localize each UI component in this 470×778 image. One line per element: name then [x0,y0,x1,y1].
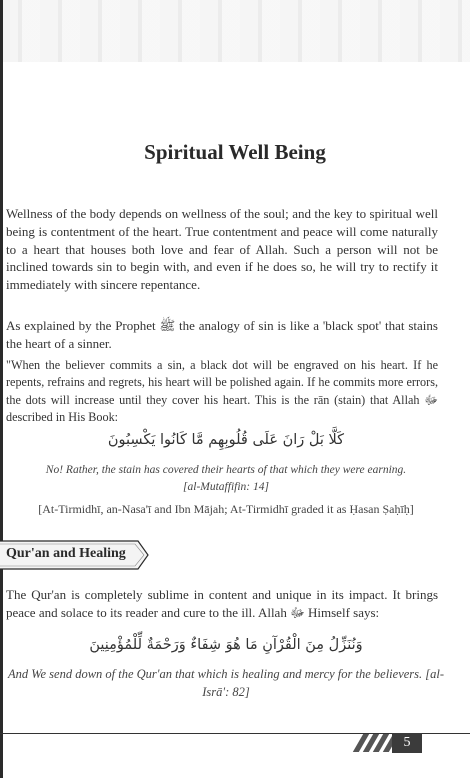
paragraph-black-spot: As explained by the Prophet ﷺ the analogy of sin is like a 'black spot' that stains the heart of a sinner. [6,318,438,351]
paragraph-hadith: "When the believer commits a sin, a black dot will be engraved on his heart. If he repents, refrains and regrets, his heart will be polished again. If he commits more errors, the dots will increase until they cover his heart. This is the rān (stain) that Allah ﷻ described in His Book: [6,358,438,425]
page-title: Spiritual Well Being [144,140,326,164]
section-heading-tab [0,538,150,572]
page-left-edge [0,0,3,778]
page-number: 5 [392,733,422,753]
arabic-verse-1: كَلَّا بَلْ رَانَ عَلَى قُلُوبِهِم مَّا كَانُوا يَكْسِبُونَ [107,432,345,448]
footer-stripes [352,734,392,752]
decorative-header-band [0,0,470,62]
verse-1-reference: [al-Mutaffifin: 14] [183,481,269,493]
paragraph-quran-healing: The Qur'an is completely sublime in content and unique in its impact. It brings peace and solace to its reader and cure to the ill. Allah ﷻ Himself says: [6,587,438,620]
paragraph-wellness: Wellness of the body depends on wellness of the soul; and the key to spiritual well being is contentment of the heart. True contentment and peace will come naturally to a heart that houses both love and fear of Allah. Such a person will not be inclined towards sin to begin with, and even if he does so, he will try to rectify it immediately with sincere repentance. [6,206,438,293]
section-heading: Qur'an and Healing [6,546,126,561]
verse-1-translation: No! Rather, the stain has covered their hearts of that which they were earning. [45,464,407,476]
verse-2-translation: And We send down of the Qur'an that which is healing and mercy for the believers. [al-Isrā': 82] [7,667,445,699]
hadith-grade: [At-Tirmidhī, an-Nasa'ī and Ibn Mājah; At-Tirmidhī graded it as Ḥasan Ṣaḥīḥ] [38,502,414,516]
arabic-verse-2: وَنُنَزِّلُ مِنَ الْقُرْآنِ مَا هُوَ شِفَاءٌ وَرَحْمَةٌ لِّلْمُؤْمِنِينَ [89,637,363,653]
